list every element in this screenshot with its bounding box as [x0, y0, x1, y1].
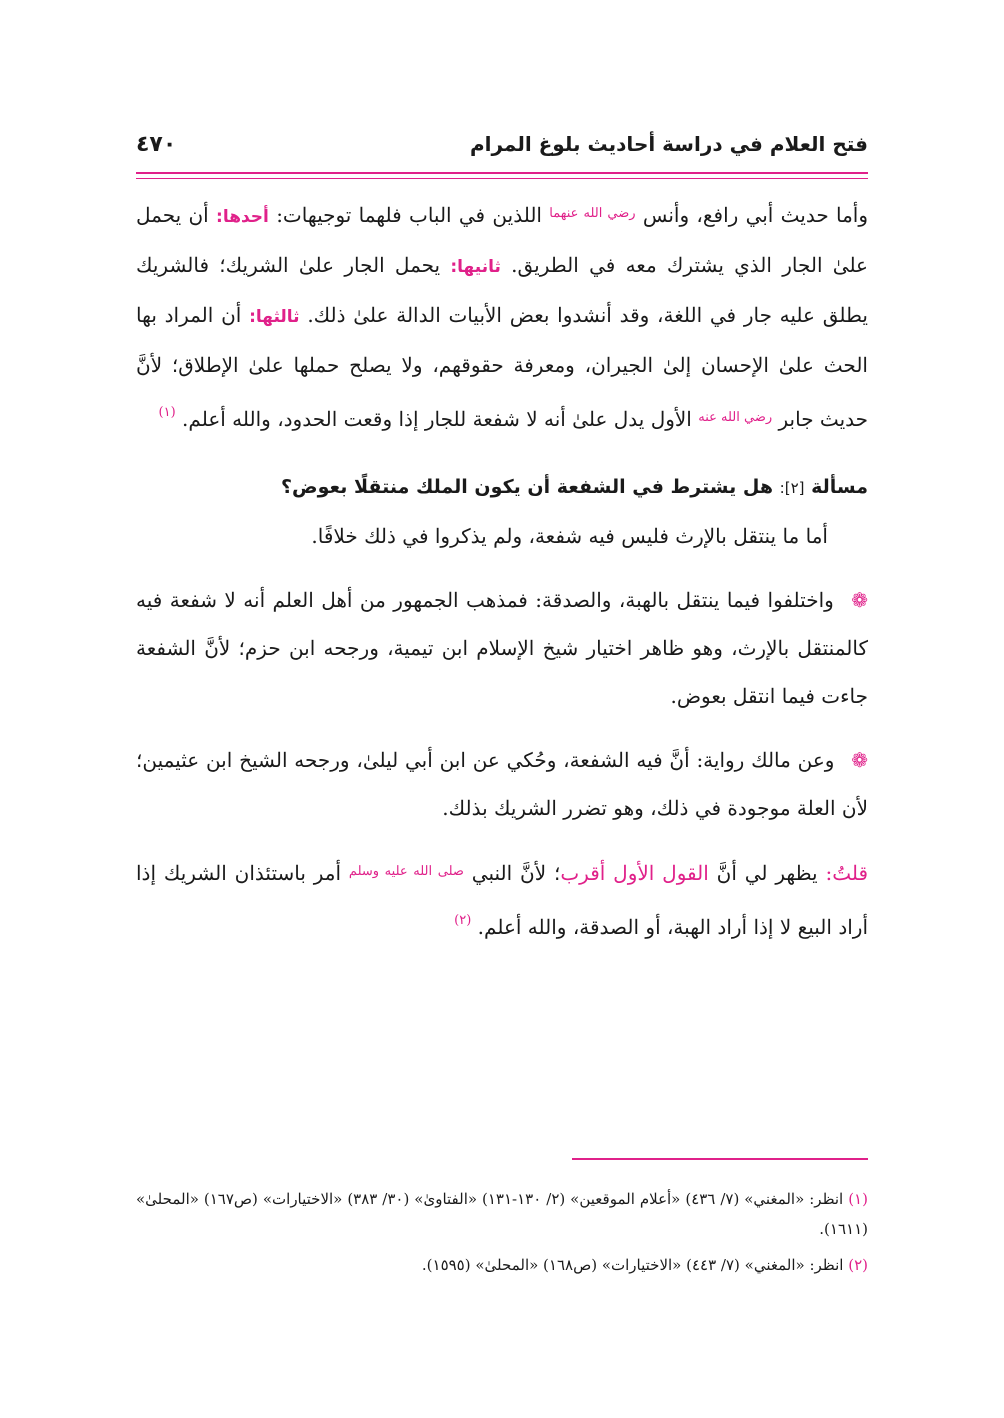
footnote-2: (٢) انظر: «المغني» (٧/ ٤٤٣) «الاختيارات» (ص١٦٨) «المحلىٰ» (١٥٩٥). — [421, 1256, 868, 1274]
footnote-divider — [572, 1158, 868, 1160]
honorific-glyph: رضي الله عنه — [698, 410, 773, 425]
question-heading: مسألة [٢]: هل يشترط في الشفعة أن يكون الملك منتقلًا بعوض؟ — [281, 476, 868, 498]
main-text — [136, 190, 868, 951]
bullet-item-malik: ❁ وعن مالك رواية: أنَّ فيه الشفعة، وحُكي عن ابن أبي ليلىٰ، ورجحه الشيخ ابن عثيمين؛ لأن العلة موجودة في ذلك، وهو تضرر الشريك بذلك. — [136, 748, 869, 820]
header-rule-bottom — [136, 178, 868, 179]
paragraph-interpretations: وأما حديث أبي رافع، وأنس $^{رضي الله عنهما}$ اللذين في الباب فلهما توجيهات: أحدها: أن يحمل علىٰ الجار الذي يشترك معه في الطريق. ثانيها: يحمل الجار علىٰ الشريك؛ فالشريك يطلق عليه جار في اللغة، وقد أنشدوا بعض الأبيات الدالة علىٰ ذلك. ثالثها: أن المراد بها الحث علىٰ الإحسان إلىٰ الجيران، ومعرفة حقوقهم، ولا يصلح حملها علىٰ الإطلاق؛ لأنَّ حديث جابر $^{رضي الله عنه}$ الأول يدل علىٰ أنه لا شفعة للجار إذا وقعت الحدود، والله أعلم. $^{(١)}$ — [136, 203, 869, 431]
page-header — [136, 128, 868, 168]
header-rule-top — [136, 172, 868, 174]
preferred-opinion: القول الأول أقرب — [560, 861, 709, 885]
paragraph-inheritance: أما ما ينتقل بالإرث فليس فيه شفعة، ولم يذكروا في ذلك خلافًا. — [311, 524, 828, 548]
paragraph-conclusion: قلتُ: يظهر لي أنَّ القول الأول أقرب؛ لأنَّ النبي $^{صلى الله عليه وسلم}$ أمر باستئذان الشريك إذا أراد البيع لا إذا أراد الهبة، أو الصدقة، والله أعلم. $^{(٢)}$ — [136, 861, 869, 939]
honorific-glyph: رضي الله عنهما — [549, 206, 636, 221]
flower-bullet-icon: ❁ — [851, 748, 869, 772]
page-number: ٤٧٠ — [136, 132, 177, 157]
heading-third: ثالثها: — [249, 307, 300, 327]
flower-bullet-icon: ❁ — [851, 588, 868, 612]
footnote-ref-1[interactable]: (١) — [158, 405, 176, 420]
heading-first: أحدها: — [216, 207, 269, 227]
book-title: فتح العلام في دراسة أحاديث بلوغ المرام — [469, 132, 868, 156]
honorific-glyph: صلى الله عليه وسلم — [348, 864, 464, 879]
footnote-ref-2[interactable]: (٢) — [454, 913, 472, 928]
heading-second: ثانيها: — [450, 257, 501, 277]
footnote-1: (١) انظر: «المغني» (٧/ ٤٣٦) «أعلام الموقعين» (٢/ ١٣٠-١٣١) «الفتاوىٰ» (٣٠/ ٣٨٣) «الاختيارات» (ص١٦٧) «المحلىٰ» (١٦١١). — [136, 1190, 868, 1238]
conclusion-label: قلتُ: — [825, 861, 869, 885]
bullet-item-gift: ❁ واختلفوا فيما ينتقل بالهبة، والصدقة: فمذهب الجمهور من أهل العلم أنه لا شفعة فيه كالمنتقل بالإرث، وهو ظاهر اختيار شيخ الإسلام ابن تيمية، ورجحه ابن حزم؛ لأنَّ الشفعة جاءت فيما انتقل بعوض. — [136, 588, 868, 708]
footnotes — [136, 1184, 868, 1280]
